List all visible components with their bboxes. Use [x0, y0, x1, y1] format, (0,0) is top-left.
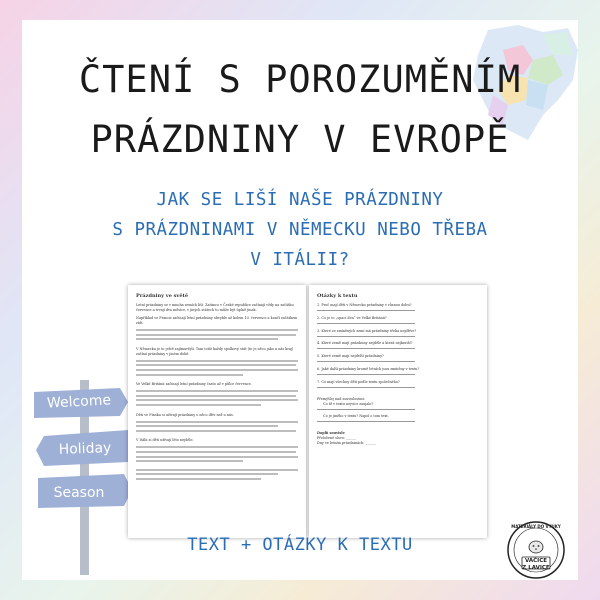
reflect-item: Co tě v textu nejvíce zaujalo? — [323, 401, 374, 406]
question-item: 1. Proč mají děti v Německu prázdniny v různou dobu? — [317, 303, 412, 307]
subtitle-line-3: V ITÁLII? — [250, 250, 350, 270]
subtitle-line-2: S PRÁZDNINAMI V NĚMECKU NEBO TŘEBA — [112, 220, 488, 240]
worksheet-paragraph: V Itálii si děti užívají léto nejdéle. — [136, 438, 194, 443]
logo-name-line-2: Z LAVICE — [522, 565, 550, 571]
worksheet-paragraph: V Německu je to ještě zajímavější. Tam totiž každý spolkový stát (to je něco jako u nás kraj) začíná prázdniny v jiném době. — [136, 346, 294, 356]
sign-welcome: Welcome — [46, 392, 112, 412]
question-item: 2. Co je to „spací den“ ve Velké Británii? — [317, 315, 387, 320]
worksheet-heading: Prázdniny ve světě — [136, 293, 189, 299]
vacice-z-lavice-logo — [506, 520, 566, 580]
question-item: 5. Které země mají nejdelší prázdniny? — [317, 354, 384, 359]
cover-card — [22, 20, 578, 580]
sign-holiday: Holiday — [58, 440, 112, 458]
questions-heading: Otázky k textu — [317, 293, 358, 299]
footer-caption: TEXT + OTÁZKY K TEXTU — [187, 535, 413, 555]
logo-top-text: MATERIÁLY DO VÝUKY — [511, 524, 561, 529]
worksheet-page-text — [128, 285, 306, 538]
end-heading: Doplň souvisle — [317, 431, 345, 436]
logo-name-line-1: VAČICE — [524, 558, 548, 564]
worksheet-paragraph: Například ve Francii začínají letní prázdniny obvykle až kolem 10. července a končí začátkem září. — [136, 316, 298, 325]
question-item: 3. Které ze zmíněných zemí má prázdniny třeba nejdříve? — [317, 328, 417, 333]
end-item: Dny ve letním prázdninách: ______ — [317, 441, 376, 446]
worksheet-paragraph: Děti ve Finsku si užívají prázdniny o něco dřív než u nás. — [136, 412, 234, 417]
question-item: 6. Jaké další prázdniny kromě letních jsou zmíněny v textu? — [317, 366, 420, 371]
main-title-line-2: PRÁZDNINY V EVROPĚ — [90, 118, 510, 161]
worksheet-paragraph: Ve Velké Británii začínají letní prázdniny často až v půlce července. — [136, 382, 252, 387]
worksheet-page-questions — [309, 285, 487, 538]
subtitle-line-1: JAK SE LIŠÍ NAŠE PRÁZDNINY — [156, 190, 444, 210]
worksheet-paragraph: Letní prázdniny se v mnoha zemích liší. Zatímco v České republice začínají vždy na začátku července a trvají dva měsíce, v jiných státech to může být úplně jinak. — [136, 303, 294, 312]
main-title-line-1: ČTENÍ S POROZUMĚNÍM — [78, 58, 522, 101]
reflect-heading: Přemýšlej nad souvislostmi: — [317, 396, 365, 401]
end-item: Přeložené slovo: ______ — [317, 436, 357, 441]
reflect-item: Co je jiného v textu? Napiš o tom text. — [323, 414, 389, 419]
question-item: 7. Co mají všechny děti podle textu společného? — [317, 379, 400, 384]
sign-season: Season — [53, 485, 105, 501]
question-item: 4. Které země mají prázdniny nejdéle a která nejkratší? — [317, 341, 413, 346]
